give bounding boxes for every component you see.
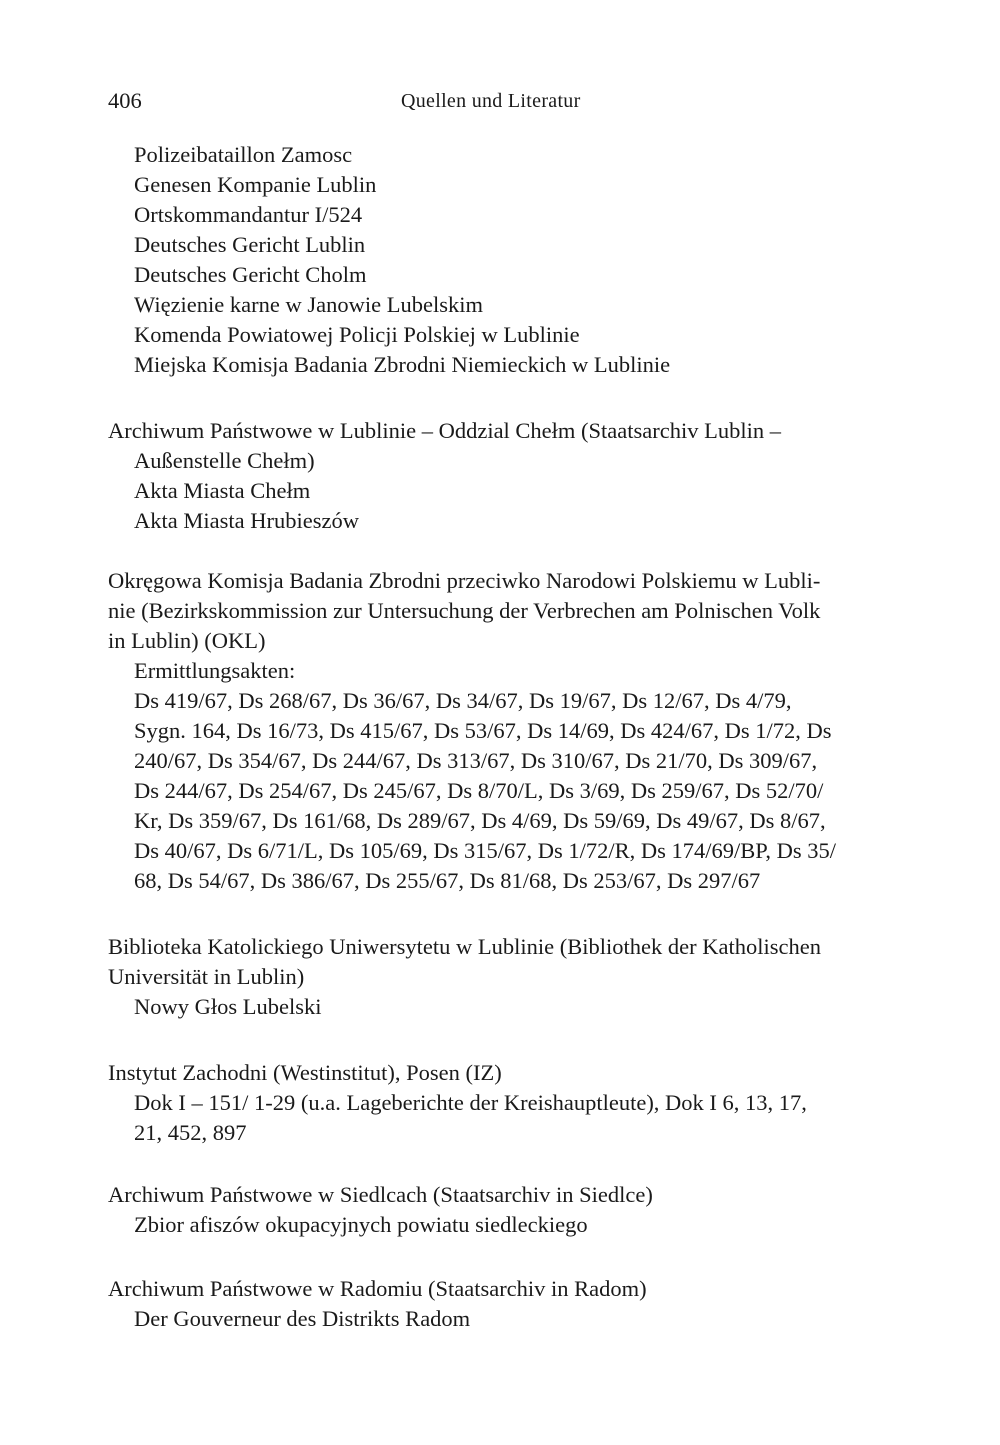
archive-entry-okl [108,566,920,896]
file-list-line: Ds 244/67, Ds 254/67, Ds 245/67, Ds 8/70/L, Ds 3/69, Ds 259/67, Ds 52/70/ [134,778,824,803]
archive-heading: Archiwum Państwowe w Siedlcach (Staatsarchiv in Siedlce) [108,1182,653,1207]
archive-heading: Instytut Zachodni (Westinstitut), Posen (IZ) [108,1060,502,1085]
file-list-line: 68, Ds 54/67, Ds 386/67, Ds 255/67, Ds 81/68, Ds 253/67, Ds 297/67 [134,868,761,893]
file-list-line: Sygn. 164, Ds 16/73, Ds 415/67, Ds 53/67, Ds 14/69, Ds 424/67, Ds 1/72, Ds [134,718,832,743]
archive-entry-kul-library [108,932,920,1022]
file-list-line: 240/67, Ds 354/67, Ds 244/67, Ds 313/67, Ds 310/67, Ds 21/70, Ds 309/67, [134,748,818,773]
archive-entry-radom [108,1274,920,1334]
archive-entry-lublin-continued [108,140,920,380]
archive-heading-continued: Außenstelle Chełm) [134,448,315,473]
page-number: 406 [108,88,142,113]
archive-heading-continued: Universität in Lublin) [108,964,305,989]
list-item: Akta Miasta Hrubieszów [134,508,359,533]
list-item: Zbior afiszów okupacyjnych powiatu siedleckiego [134,1212,588,1237]
list-item: Der Gouverneur des Distrikts Radom [134,1306,471,1331]
list-item-continued: 21, 452, 897 [134,1120,247,1145]
archive-heading: Okręgowa Komisja Badania Zbrodni przeciwko Narodowi Polskiemu w Lubli- [108,568,821,593]
subheading: Ermittlungsakten: [134,658,296,683]
list-item: Deutsches Gericht Lublin [134,232,366,257]
archive-heading-continued: nie (Bezirkskommission zur Untersuchung der Verbrechen am Polnischen Volk [108,598,821,623]
archive-entry-siedlce [108,1180,920,1240]
list-item: Ortskommandantur I/524 [134,202,363,227]
file-list-line: Kr, Ds 359/67, Ds 161/68, Ds 289/67, Ds 4/69, Ds 59/69, Ds 49/67, Ds 8/67, [134,808,826,833]
list-item: Komenda Powiatowej Policji Polskiej w Lublinie [134,322,580,347]
list-item: Akta Miasta Chełm [134,478,311,503]
archive-heading: Archiwum Państwowe w Radomiu (Staatsarchiv in Radom) [108,1276,647,1301]
archive-entry-instytut-zachodni [108,1058,920,1148]
list-item: Miejska Komisja Badania Zbrodni Niemieckich w Lublinie [134,352,671,377]
list-item: Nowy Głos Lubelski [134,994,322,1019]
list-item: Dok I – 151/ 1-29 (u.a. Lageberichte der Kreishauptleute), Dok I 6, 13, 17, [134,1090,807,1115]
list-item: Genesen Kompanie Lublin [134,172,377,197]
archive-entry-chelm [108,416,920,536]
list-item: Deutsches Gericht Cholm [134,262,367,287]
page-header [108,86,920,116]
archive-heading: Biblioteka Katolickiego Uniwersytetu w Lublinie (Bibliothek der Katholischen [108,934,821,959]
running-head: Quellen und Literatur [401,90,581,112]
list-item: Polizeibataillon Zamosc [134,142,353,167]
archive-heading-continued: in Lublin) (OKL) [108,628,266,653]
archive-heading: Archiwum Państwowe w Lublinie – Oddzial Chełm (Staatsarchiv Lublin – [108,418,782,443]
list-item: Więzienie karne w Janowie Lubelskim [134,292,483,317]
file-list-line: Ds 419/67, Ds 268/67, Ds 36/67, Ds 34/67, Ds 19/67, Ds 12/67, Ds 4/79, [134,688,792,713]
file-list-line: Ds 40/67, Ds 6/71/L, Ds 105/69, Ds 315/67, Ds 1/72/R, Ds 174/69/BP, Ds 35/ [134,838,836,863]
